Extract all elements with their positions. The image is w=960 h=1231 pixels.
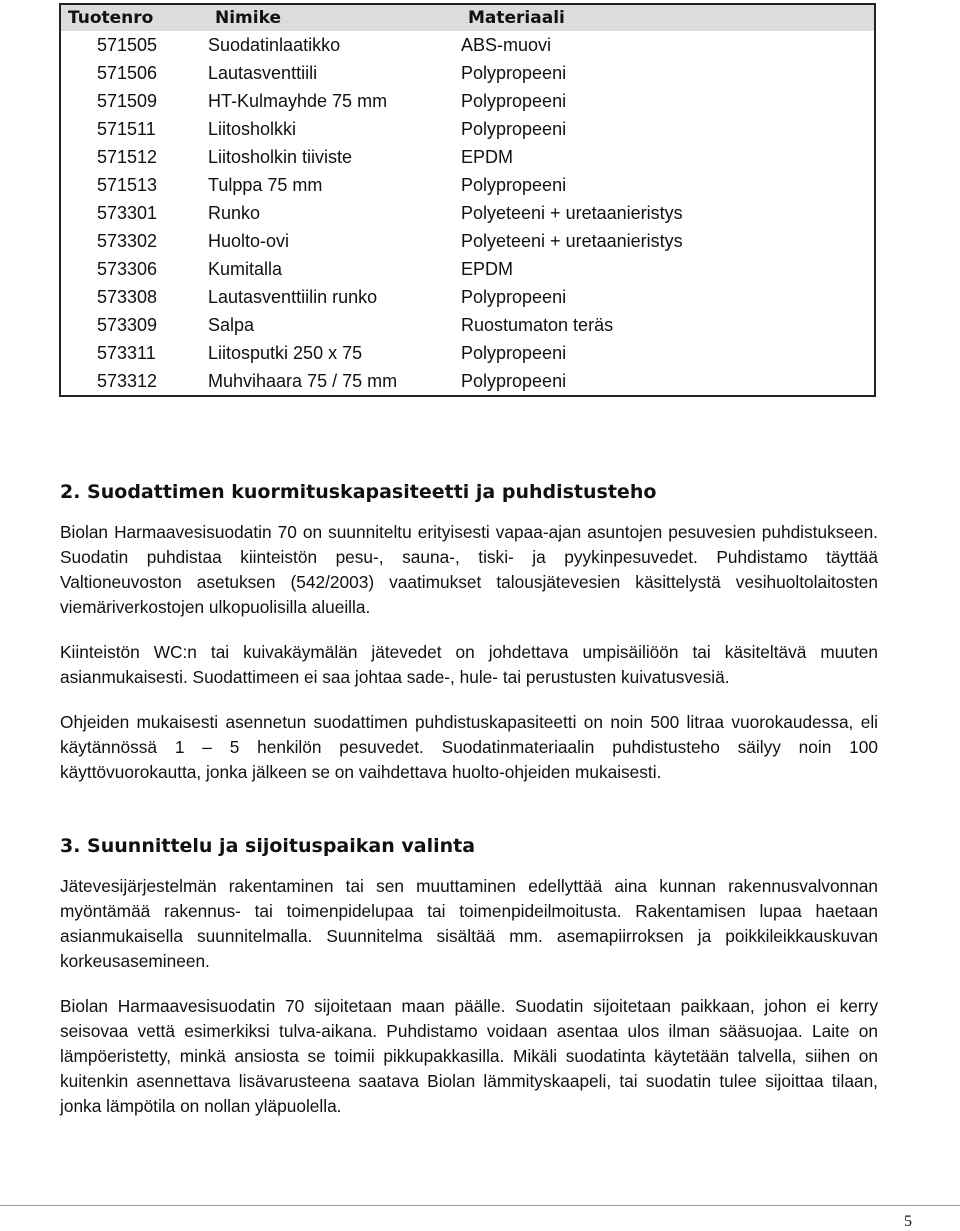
- column-header: Materiaali: [461, 4, 875, 31]
- product-number-cell: 573301: [97, 202, 158, 223]
- material-cell: Polypropeeni: [461, 342, 567, 363]
- section-spacer: [60, 805, 878, 832]
- table-row: [60, 199, 875, 227]
- product-number-cell: 571512: [97, 146, 158, 167]
- item-name-cell: Huolto-ovi: [208, 230, 290, 251]
- table-row: [60, 283, 875, 311]
- material-cell: Polypropeeni: [461, 90, 567, 111]
- table-row: [60, 311, 875, 339]
- paragraph: Kiinteistön WC:n tai kuivakäymälän jätevedet on johdettava umpisäiliöön tai käsiteltävä muuten asianmukaisesti. Suodattimeen ei saa johtaa sade-, hule- tai perustusten kuivatusvesiä.: [60, 642, 878, 687]
- page-number: 5: [904, 1213, 912, 1230]
- material-cell: Polypropeeni: [461, 62, 567, 83]
- item-name-cell: Salpa: [208, 314, 255, 335]
- table-row: [60, 31, 875, 59]
- table-row: [60, 59, 875, 87]
- material-cell: Ruostumaton teräs: [461, 314, 614, 335]
- column-header: Tuotenro: [60, 4, 208, 31]
- product-number-cell: 571506: [97, 62, 158, 83]
- item-name-cell: Lautasventtiilin runko: [208, 286, 378, 307]
- table-row: [60, 171, 875, 199]
- table-body: [60, 31, 875, 396]
- item-name-cell: Muhvihaara 75 / 75 mm: [208, 370, 398, 391]
- table-row: [60, 227, 875, 255]
- table-row: [60, 255, 875, 283]
- product-number-cell: 571511: [97, 118, 156, 139]
- material-cell: Polyeteeni + uretaanieristys: [461, 202, 683, 223]
- material-cell: ABS-muovi: [461, 34, 552, 55]
- material-cell: EPDM: [461, 146, 514, 167]
- product-number-cell: 573311: [97, 342, 156, 363]
- product-number-cell: 573302: [97, 230, 158, 251]
- table-row: [60, 143, 875, 171]
- product-number-cell: 573306: [97, 258, 158, 279]
- material-cell: Polypropeeni: [461, 174, 567, 195]
- table-row: [60, 339, 875, 367]
- item-name-cell: Liitosputki 250 x 75: [208, 342, 363, 363]
- product-number-cell: 573308: [97, 286, 158, 307]
- paragraph: Jätevesijärjestelmän rakentaminen tai sen muuttaminen edellyttää aina kunnan rakennusvalvonnan myöntämää rakennus- tai toimenpidelupaa tai toimenpideilmoitusta. Rakentamisen lupaa haetaan asianmukaisella suunnitelmalla. Suunnitelma sisältää mm. asemapiirroksen ja poikkileikkauskuvan korkeusasemineen.: [60, 876, 878, 971]
- material-cell: Polypropeeni: [461, 118, 567, 139]
- section-heading: 2. Suodattimen kuormituskapasiteetti ja puhdistusteho: [60, 481, 657, 503]
- document-body: [60, 478, 878, 1139]
- item-name-cell: Runko: [208, 202, 261, 223]
- product-number-cell: 573309: [97, 314, 158, 335]
- table-row: [60, 115, 875, 143]
- item-name-cell: Kumitalla: [208, 258, 283, 279]
- column-header: Nimike: [208, 4, 461, 31]
- item-name-cell: Liitosholkki: [208, 118, 297, 139]
- item-name-cell: HT-Kulmayhde 75 mm: [208, 90, 388, 111]
- product-number-cell: 571505: [97, 34, 158, 55]
- paragraph: Biolan Harmaavesisuodatin 70 on suunniteltu erityisesti vapaa-ajan asuntojen pesuvesien puhdistukseen. Suodatin puhdistaa kiinteistön pesu-, sauna-, tiski- ja pyykinpesuvedet. Puhdistamo täyttää Valtioneuvoston asetuksen (542/2003) vaatimukset talousjätevesien käsittelystä vesihuoltolaitosten viemäriverkostojen ulkopuolisilla alueilla.: [60, 522, 878, 617]
- table-row: [60, 87, 875, 115]
- item-name-cell: Liitosholkin tiiviste: [208, 146, 353, 167]
- product-number-cell: 571509: [97, 90, 158, 111]
- item-name-cell: Tulppa 75 mm: [208, 174, 323, 195]
- product-number-cell: 573312: [97, 370, 158, 391]
- paragraph: Ohjeiden mukaisesti asennetun suodattimen puhdistuskapasiteetti on noin 500 litraa vuorokaudessa, eli käytännössä 1 – 5 henkilön pesuvedet. Suodatinmateriaalin puhdistusteho säilyy noin 100 käyttövuorokautta, jonka jälkeen se on vaihdettava huolto-ohjeiden mukaisesti.: [60, 712, 878, 782]
- footer-divider: [0, 1205, 960, 1206]
- table-header-row: [60, 4, 875, 31]
- paragraph: Biolan Harmaavesisuodatin 70 sijoitetaan maan päälle. Suodatin sijoitetaan paikkaan, johon ei kerry seisovaa vettä esimerkiksi tulva-aikana. Puhdistamo voidaan asentaa ulos ilman sääsuojaa. Laite on lämpöeristetty, minkä ansiosta se toimii pikkupakkasilla. Mikäli suodatinta käytetään talvella, siihen on kuitenkin asennettava lisävarusteena saatava Biolan lämmityskaapeli, tai suodatin tulee sijoittaa tilaan, jonka lämpötila on nollan yläpuolella.: [60, 996, 878, 1116]
- table-row: [60, 367, 875, 396]
- item-name-cell: Lautasventtiili: [208, 62, 318, 83]
- material-cell: Polyeteeni + uretaanieristys: [461, 230, 683, 251]
- product-number-cell: 571513: [97, 174, 158, 195]
- item-name-cell: Suodatinlaatikko: [208, 34, 341, 55]
- material-cell: Polypropeeni: [461, 286, 567, 307]
- parts-table: [59, 3, 876, 397]
- material-cell: EPDM: [461, 258, 514, 279]
- section-heading: 3. Suunnittelu ja sijoituspaikan valinta: [60, 835, 476, 857]
- material-cell: Polypropeeni: [461, 370, 567, 391]
